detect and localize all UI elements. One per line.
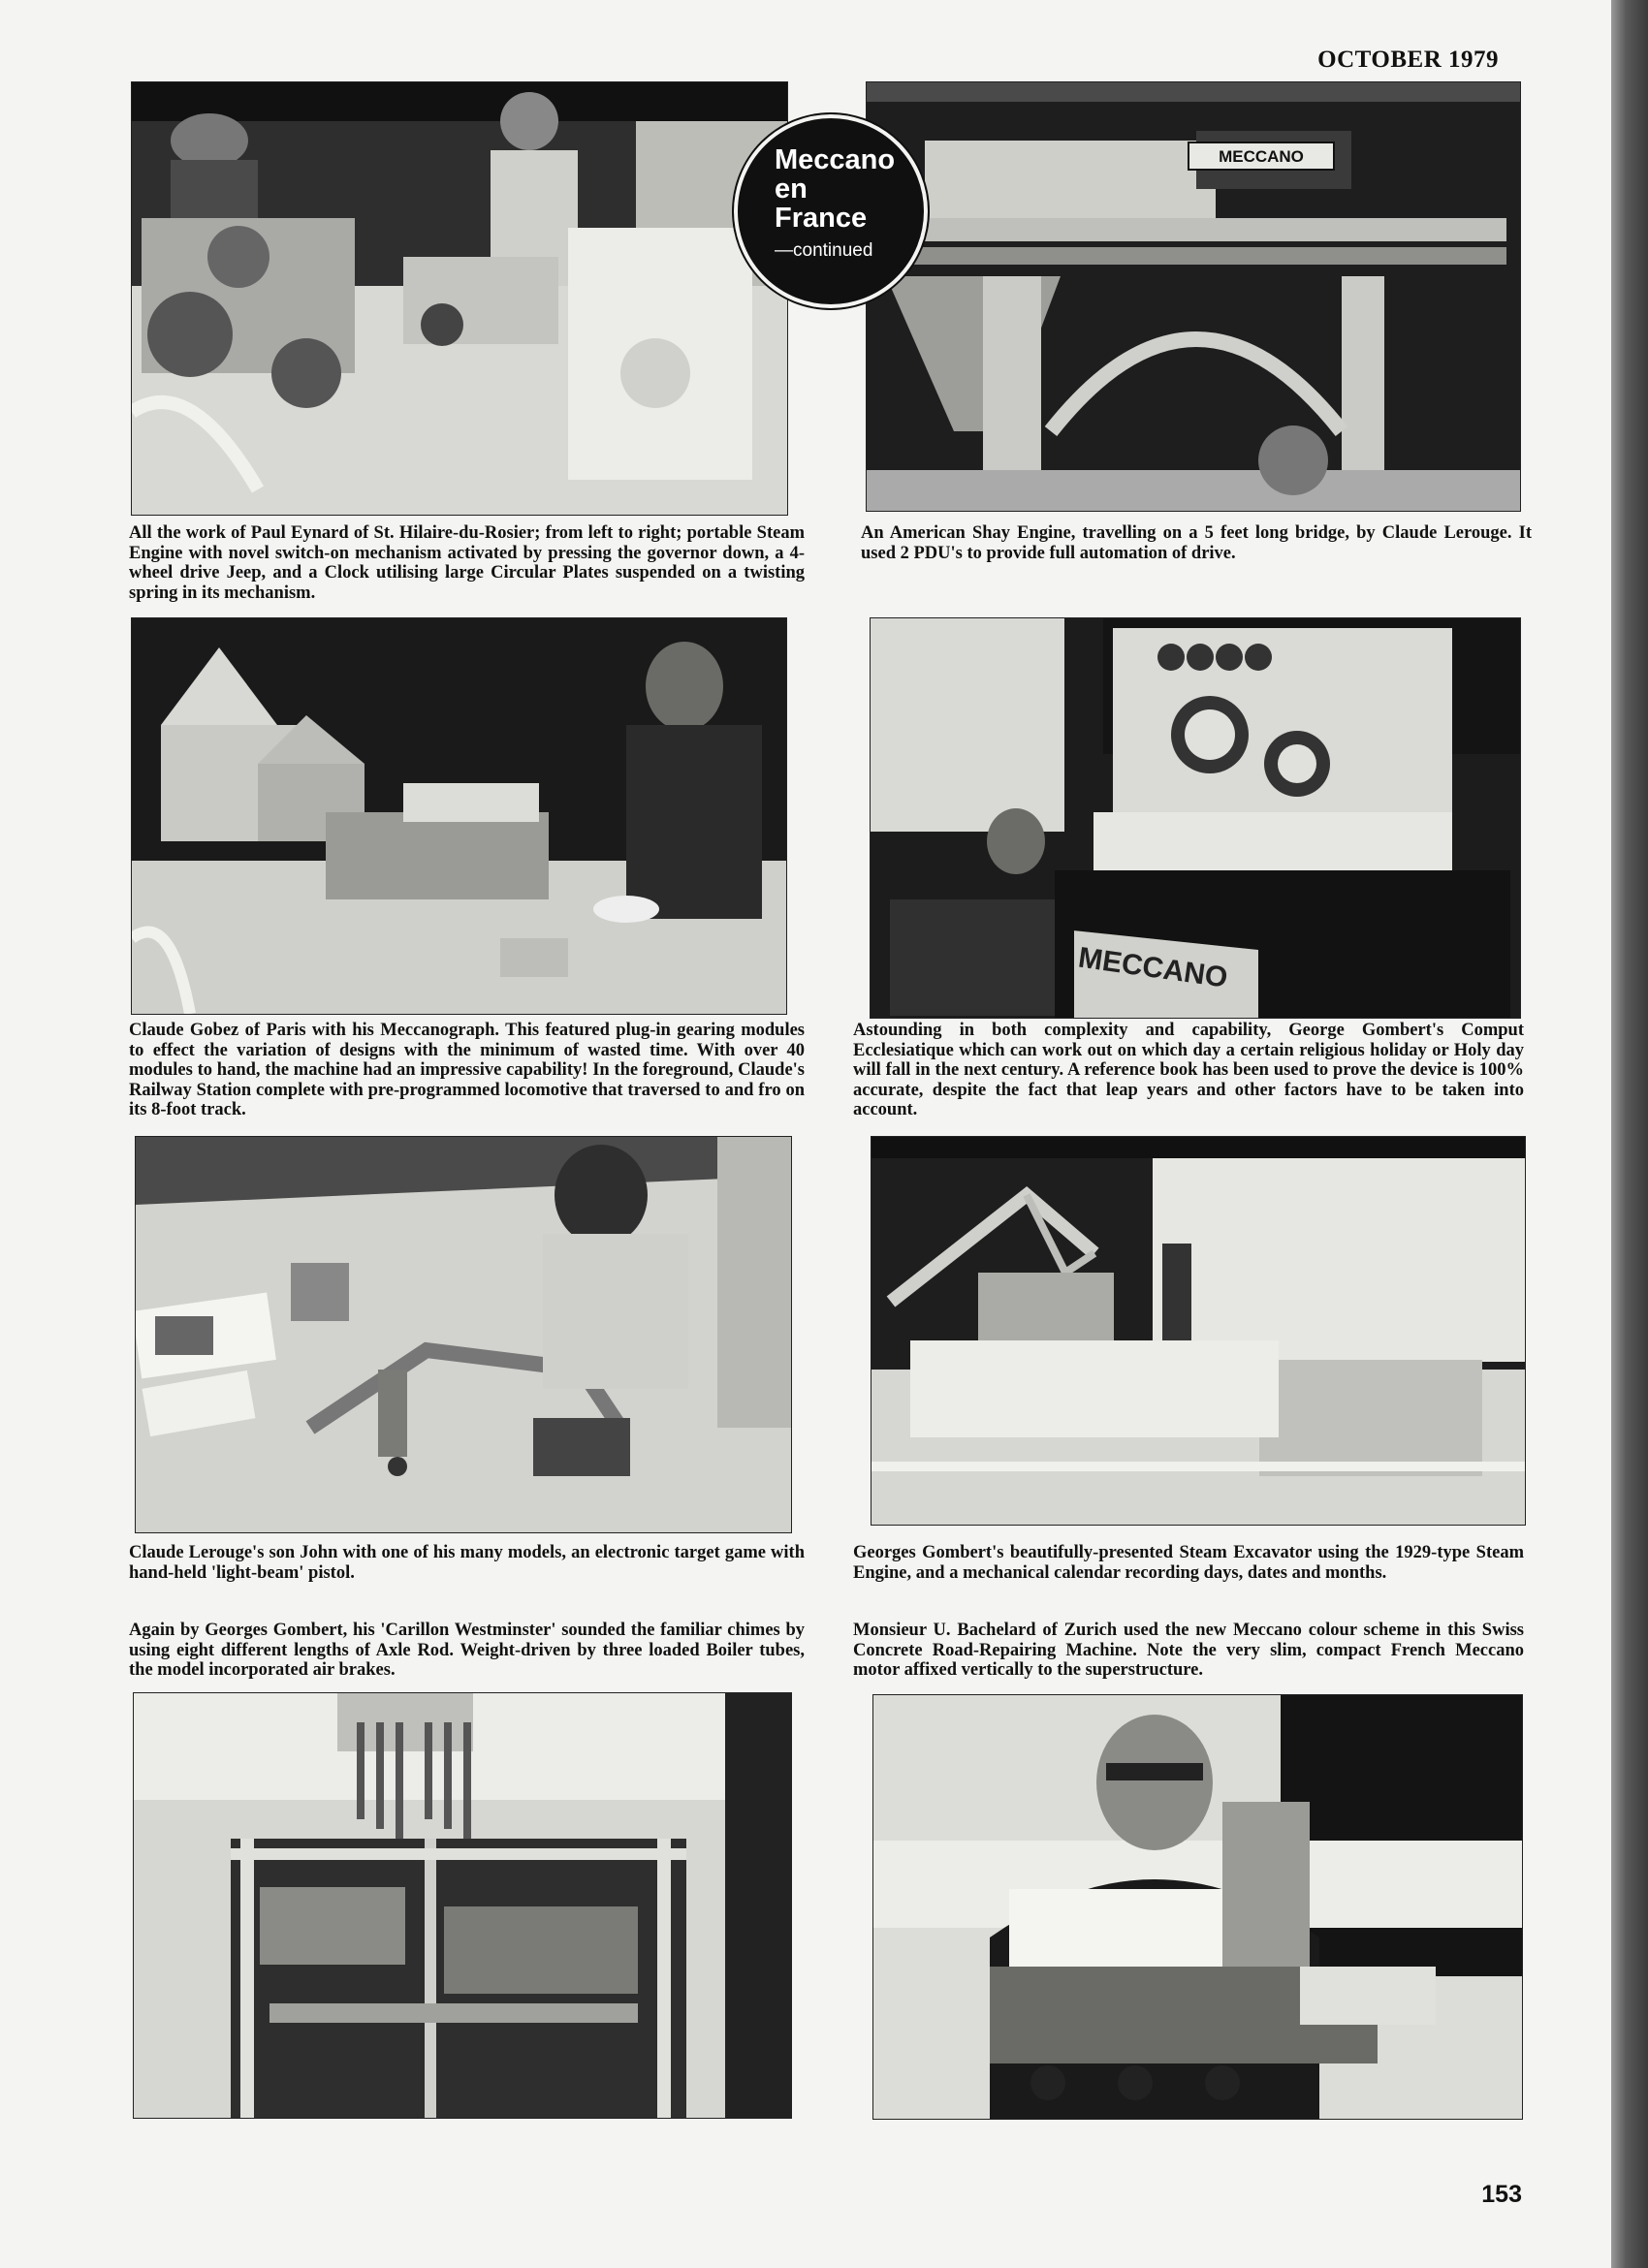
- photo-carillon-westminster: [133, 1692, 792, 2119]
- caption-steam-excavator: Georges Gombert's beautifully-presented Steam Excavator using the 1929-type Steam Engine, and a mechanical calendar recording days, dates and months.: [853, 1543, 1524, 1583]
- binding-spine: [1611, 0, 1648, 2268]
- caption-shay-engine: An American Shay Engine, travelling on a 5 feet long bridge, by Claude Lerouge. It used 2 PDU's to provide full automation of drive.: [861, 523, 1532, 563]
- caption-road-repairing-machine: Monsieur U. Bachelard of Zurich used the new Meccano colour scheme in this Swiss Concrete Road-Repairing Machine. Note the very slim, compact French Meccano motor affixed vertically to the superstructure.: [853, 1621, 1524, 1680]
- photo-road-repairing-machine: [872, 1694, 1523, 2120]
- issue-date: OCTOBER 1979: [1317, 47, 1499, 73]
- photo-light-beam-target-game: [135, 1136, 792, 1533]
- badge-title-meccano: Meccano: [775, 144, 896, 175]
- photo-paul-eynard-models: [131, 81, 788, 516]
- page-number: 153: [1481, 2181, 1522, 2208]
- meccano-sign-comput: MECCANO: [1076, 941, 1230, 994]
- caption-meccanograph: Claude Gobez of Paris with his Meccanograph. This featured plug-in gearing modules to effect the variation of designs with the minimum of wasted time. With over 40 modules to hand, the machine had an impressive capability! In the foreground, Claude's Railway Station complete with pre-programmed locomotive that traversed to and fro on its 8-foot track.: [129, 1021, 805, 1119]
- caption-paul-eynard: All the work of Paul Eynard of St. Hilaire-du-Rosier; from left to right; portable Steam Engine with novel switch-on mechanism activated by pressing the governor down, a 4-wheel drive Jeep, and a Clock utilising large Circular Plates suspended on a twisting spring in its mechanism.: [129, 523, 805, 603]
- section-badge-meccano-en-france: [734, 114, 928, 308]
- caption-comput: Astounding in both complexity and capability, George Gombert's Comput Ecclesiatique which can work out on which day a certain religious holiday or Holy day will fall in the next century. A reference book has been used to prove the device is 100% accurate, despite the fact that leap years and other factors have to be taken into account.: [853, 1021, 1524, 1119]
- photo-shay-engine-bridge: [866, 81, 1521, 512]
- caption-carillon-westminster: Again by Georges Gombert, his 'Carillon Westminster' sounded the familiar chimes by using eight different lengths of Axle Rod. Weight-driven by three loaded Boiler tubes, the model incorporated air brakes.: [129, 1621, 805, 1680]
- badge-title-en: en: [775, 173, 808, 205]
- badge-title-france: France: [775, 203, 868, 234]
- meccano-sign-bridge: MECCANO: [1219, 147, 1304, 166]
- photo-steam-excavator: [871, 1136, 1526, 1526]
- caption-light-beam-game: Claude Lerouge's son John with one of his many models, an electronic target game with hand-held 'light-beam' pistol.: [129, 1543, 805, 1583]
- badge-continued: —continued: [775, 240, 873, 261]
- photo-comput-ecclesiatique: [870, 617, 1521, 1019]
- photo-meccanograph: [131, 617, 787, 1015]
